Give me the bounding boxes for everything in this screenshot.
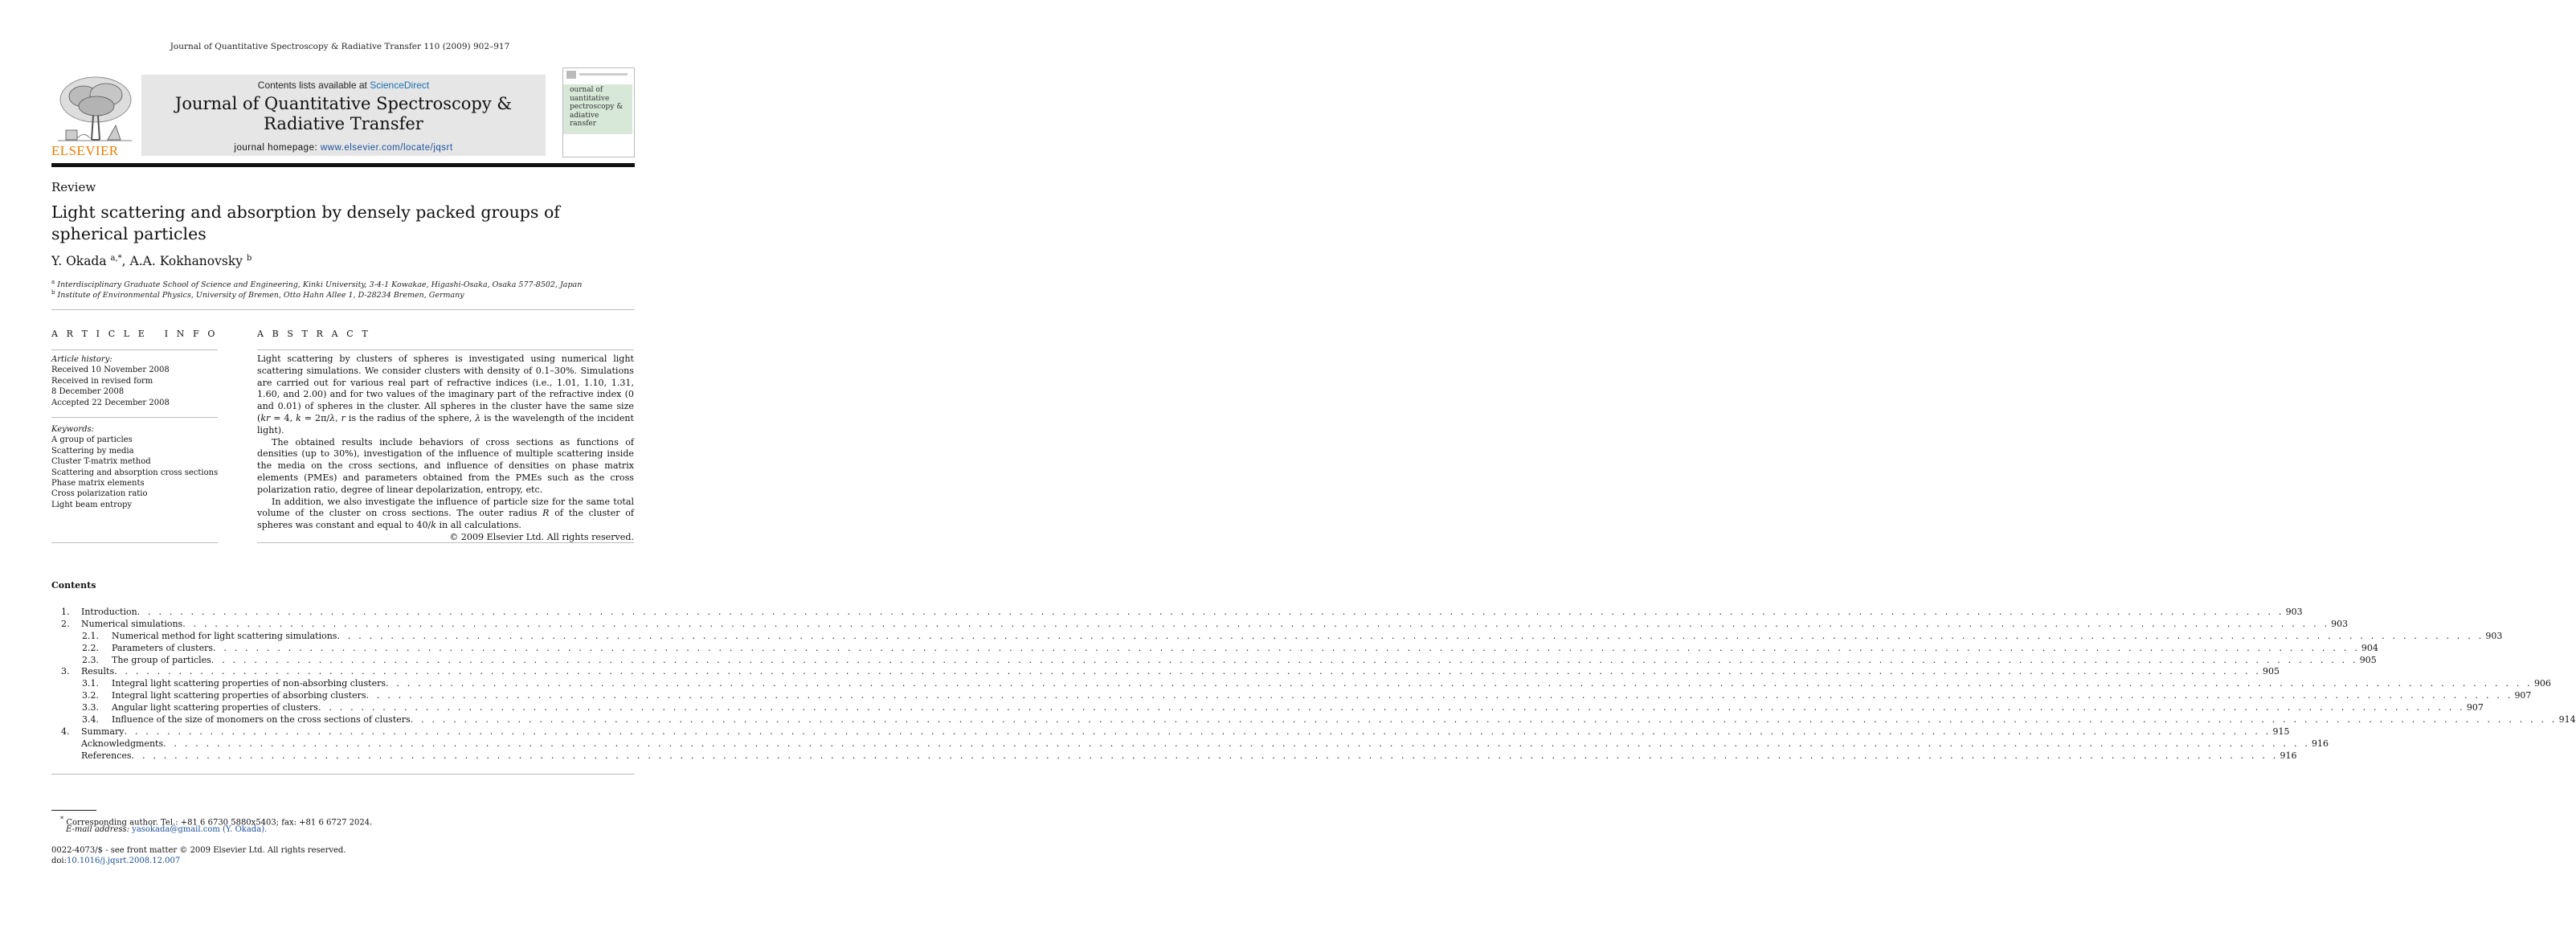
toc-leader-dots: . . . . . . . . . . . . . . . . . . . . . . . . . . . . . . . . . . . . . . . . . . . . . . . . . . . . . . . . . . . . . . . . . . . . . . . . . . . . . . . . . . . . . . . . . . . . . . . . . . . . . . . . . . . . . . . . . . . . . . . . . . . . . . . . . . . . . . . . . . . . . . . . . . . . . . . . . . . . . . . . . . . . . . . . . . . . . . . . . . . . . . . . . . . . . . . . . . . . . . . . (337, 630, 2484, 641)
toc-number: 3. (61, 666, 70, 677)
toc-page-number: 916 (2312, 738, 2329, 749)
toc-number: 4. (61, 726, 70, 737)
toc-label: Numerical method for light scattering simulations (112, 630, 337, 641)
abstract-paragraph-2: The obtained results include behaviors of cross sections as functions of densities (up to 30%), investigation of the influence of multiple scattering inside the media on the cross sections, and influence of densities on phase matrix elements (PMEs) and parameters obtained from the PMEs such as the cross polarization ratio, degree of linear depolarization, entropy, etc. (257, 436, 634, 495)
cover-emblem-icon (566, 71, 578, 80)
divider (51, 417, 218, 418)
toc-entry[interactable] (51, 666, 2280, 678)
abstract-paragraph-3: In addition, we also investigate the influence of particle size for the same total volume of the cluster on cross sections. The outer radius R of the cluster of spheres was constant and equal to 40/k in all calculations. (257, 496, 634, 531)
toc-number: 2.3. (82, 654, 99, 665)
toc-label: Angular light scattering properties of clusters (112, 702, 318, 713)
affil-mark: a (51, 279, 55, 285)
homepage-prefix: journal homepage: (234, 143, 321, 153)
keyword: Light beam entropy (51, 500, 133, 509)
toc-entry[interactable] (51, 607, 2303, 619)
sciencedirect-link[interactable]: ScienceDirect (370, 80, 430, 91)
toc-leader-dots: . . . . . . . . . . . . . . . . . . . . . . . . . . . . . . . . . . . . . . . . . . . . . . . . . . . . . . . . . . . . . . . . . . . . . . . . . . . . . . . . . . . . . . . . . . . . . . . . . . . . . . . . . . . . . . . . . . . . . . . . . . . . . . . . . . . . . . . . . . . . . . . . . . . . . . . . . . . . . . . . . . . . . . . . . . . . . . . . . . . . . . . . . . . . . . . . . . . . . . . . (317, 702, 2465, 713)
author-affil-mark: b (246, 254, 252, 263)
affil-mark: b (51, 289, 55, 296)
keyword: Cross polarization ratio (51, 489, 148, 499)
article-title: Light scattering and absorption by densely packed groups of spherical particles (51, 202, 560, 243)
toc-number: 3.3. (82, 702, 99, 713)
toc-leader-dots: . . . . . . . . . . . . . . . . . . . . . . . . . . . . . . . . . . . . . . . . . . . . . . . . . . . . . . . . . . . . . . . . . . . . . . . . . . . . . . . . . . . . . . . . . . . . . . . . . . . . . . . . . . . . . . . . . . . . . . . . . . . . . . . . . . . . . . . . . . . . . . . . . . . . . . . . . . . . . . . . . . . . . . . . . . . . . . . . . . . . . . . . . . . . . . . . . . . . . . . . (211, 654, 2358, 665)
toc-page-number: 916 (2280, 750, 2297, 761)
article-history (51, 354, 170, 408)
cover-title (570, 86, 623, 129)
contents-heading: Contents (51, 580, 96, 591)
journal-banner (141, 75, 546, 156)
toc-entry[interactable] (51, 642, 2378, 655)
toc-page-number: 907 (2514, 690, 2532, 701)
journal-title (141, 94, 546, 134)
toc-label: Parameters of clusters (112, 642, 213, 653)
toc-number: 3.4. (82, 714, 99, 726)
article-info-heading: A R T I C L E I N F O (51, 329, 219, 339)
author-affil-mark: a,* (110, 254, 122, 263)
publisher-name: ELSEVIER (51, 143, 119, 158)
toc-page-number: 914 (2558, 714, 2576, 726)
article-type: Review (51, 180, 96, 194)
toc-entry[interactable] (51, 750, 2297, 762)
affiliation-a (51, 279, 582, 289)
toc-number: 2. (61, 618, 70, 629)
history-item: Accepted 22 December 2008 (51, 398, 170, 407)
author-separator: , (121, 254, 130, 269)
journal-cover-thumbnail (562, 67, 635, 157)
toc-leader-dots: . . . . . . . . . . . . . . . . . . . . . . . . . . . . . . . . . . . . . . . . . . . . . . . . . . . . . . . . . . . . . . . . . . . . . . . . . . . . . . . . . . . . . . . . . . . . . . . . . . . . . . . . . . . . . . . . . . . . . . . . . . . . . . . . . . . . . . . . . . . . . . . . . . . . . . . . . . . . . . . . . . . . . . . . . . . . . . . . . . . . . . . . . . . . . . . . . . . . . . . . (410, 714, 2558, 726)
toc-leader-dots: . . . . . . . . . . . . . . . . . . . . . . . . . . . . . . . . . . . . . . . . . . . . . . . . . . . . . . . . . . . . . . . . . . . . . . . . . . . . . . . . . . . . . . . . . . . . . . . . . . . . . . . . . . . . . . . . . . . . . . . . . . . . . . . . . . . . . . . . . . . . . . . . . . . . . . . . . . . . . . . . . . . . . . . . . . . . . . . . . . . . . . . . . . . . . . . . . . . . . . . . (163, 738, 2311, 749)
divider (51, 309, 635, 310)
toc-label: Introduction (81, 607, 137, 617)
toc-label: Numerical simulations (81, 618, 183, 629)
cover-line: ournal of (570, 86, 603, 94)
email-note: E-mail address: yasokada@gmail.com (Y. Okada). (66, 825, 268, 834)
toc-entry[interactable] (51, 654, 2377, 667)
toc-leader-dots: . . . . . . . . . . . . . . . . . . . . . . . . . . . . . . . . . . . . . . . . . . . . . . . . . . . . . . . . . . . . . . . . . . . . . . . . . . . . . . . . . . . . . . . . . . . . . . . . . . . . . . . . . . . . . . . . . . . . . . . . . . . . . . . . . . . . . . . . . . . . . . . . . . . . . . . . . . . . . . . . . . . . . . . . . . . . . . . . . . . . . . . . . . . . . . . . . . . . . . . . (182, 618, 2330, 629)
cover-line: ransfer (570, 120, 597, 128)
cover-line: uantitative (570, 94, 610, 103)
toc-label: The group of particles (112, 654, 211, 665)
toc-entry[interactable] (51, 678, 2551, 690)
toc-leader-dots: . . . . . . . . . . . . . . . . . . . . . . . . . . . . . . . . . . . . . . . . . . . . . . . . . . . . . . . . . . . . . . . . . . . . . . . . . . . . . . . . . . . . . . . . . . . . . . . . . . . . . . . . . . . . . . . . . . . . . . . . . . . . . . . . . . . . . . . . . . . . . . . . . . . . . . . . . . . . . . . . . . . . . . . . . . . . . . . . . . . . . . . . . . . . . . . . . . . . . . . . (137, 607, 2284, 617)
toc-entry[interactable] (51, 618, 2349, 631)
toc-entry[interactable] (51, 702, 2484, 714)
toc-page-number: 903 (2285, 607, 2303, 617)
cover-line: pectroscopy & (570, 103, 624, 111)
divider (51, 774, 635, 775)
author-okada[interactable]: Y. Okada (51, 254, 107, 269)
keyword: A group of particles (51, 435, 133, 445)
toc-label: Acknowledgments (81, 738, 164, 749)
doi-link[interactable]: 10.1016/j.jqsrt.2008.12.007 (67, 856, 181, 865)
toc-label: Integral light scattering properties of absorbing clusters (112, 690, 366, 701)
keywords-label: Keywords: (51, 425, 95, 434)
toc-label: References (81, 750, 132, 761)
journal-title-line2: Radiative Transfer (264, 114, 423, 133)
toc-number: 1. (61, 607, 70, 617)
toc-label: Summary (81, 726, 125, 737)
author-kokhanovsky[interactable]: A.A. Kokhanovsky (129, 254, 243, 269)
toc-leader-dots: . . . . . . . . . . . . . . . . . . . . . . . . . . . . . . . . . . . . . . . . . . . . . . . . . . . . . . . . . . . . . . . . . . . . . . . . . . . . . . . . . . . . . . . . . . . . . . . . . . . . . . . . . . . . . . . . . . . . . . . . . . . . . . . . . . . . . . . . . . . . . . . . . . . . . . . . . . . . . . . . . . . . . . . . . . . . . . . . . . . . . . . . . . . . . . . . . . . . . . . . (124, 726, 2271, 737)
history-label: Article history: (51, 355, 112, 364)
keyword: Scattering and absorption cross sections (51, 468, 219, 477)
cover-line: adiative (570, 111, 599, 120)
toc-page-number: 906 (2533, 678, 2551, 689)
affil-text: Institute of Environmental Physics, University of Bremen, Otto Hahn Allee 1, D-28234 Bremen, Germany (57, 291, 464, 300)
toc-leader-dots: . . . . . . . . . . . . . . . . . . . . . . . . . . . . . . . . . . . . . . . . . . . . . . . . . . . . . . . . . . . . . . . . . . . . . . . . . . . . . . . . . . . . . . . . . . . . . . . . . . . . . . . . . . . . . . . . . . . . . . . . . . . . . . . . . . . . . . . . . . . . . . . . . . . . . . . . . . . . . . . . . . . . . . . . . . . . . . . . . . . . . . . . . . . . . . . . . . . . . . . . (114, 666, 2262, 677)
history-item: Received in revised form (51, 376, 153, 386)
toc-entry[interactable] (51, 690, 2532, 702)
toc-label: Integral light scattering properties of non-absorbing clusters (112, 678, 386, 689)
toc-leader-dots: . . . . . . . . . . . . . . . . . . . . . . . . . . . . . . . . . . . . . . . . . . . . . . . . . . . . . . . . . . . . . . . . . . . . . . . . . . . . . . . . . . . . . . . . . . . . . . . . . . . . . . . . . . . . . . . . . . . . . . . . . . . . . . . . . . . . . . . . . . . . . . . . . . . . . . . . . . . . . . . . . . . . . . . . . . . . . . . . . . . . . . . . . . . . . . . . . . . . . . . . (212, 642, 2360, 653)
toc-page-number: 904 (2361, 642, 2378, 653)
toc-number: 2.2. (82, 642, 99, 653)
table-of-contents (51, 607, 2576, 762)
email-link[interactable]: yasokada@gmail.com (132, 825, 220, 834)
toc-page-number: 903 (2331, 618, 2349, 629)
keyword: Cluster T-matrix method (51, 457, 151, 467)
affil-text: Interdisciplinary Graduate School of Science and Engineering, Kinki University, 3-4-1 Kowakae, Higashi-Osaka, Osaka 577-8502, Japan (57, 280, 583, 290)
contents-prefix: Contents lists available at (257, 80, 370, 91)
footnote-rule (51, 810, 96, 811)
contents-available-line (141, 80, 546, 91)
toc-leader-dots: . . . . . . . . . . . . . . . . . . . . . . . . . . . . . . . . . . . . . . . . . . . . . . . . . . . . . . . . . . . . . . . . . . . . . . . . . . . . . . . . . . . . . . . . . . . . . . . . . . . . . . . . . . . . . . . . . . . . . . . . . . . . . . . . . . . . . . . . . . . . . . . . . . . . . . . . . . . . . . . . . . . . . . . . . . . . . . . . . . . . . . . . . . . . . . . . . . . . . . . . (386, 678, 2533, 689)
journal-homepage (141, 143, 546, 153)
divider (257, 542, 634, 543)
running-head: Journal of Quantitative Spectroscopy & Radiative Transfer 110 (2009) 902–917 (170, 42, 510, 51)
toc-page-number: 905 (2263, 666, 2280, 677)
toc-page-number: 915 (2272, 726, 2290, 737)
abstract-heading: A B S T R A C T (257, 329, 371, 339)
doi-line: doi:10.1016/j.jqsrt.2008.12.007 (51, 856, 181, 865)
affiliation-b (51, 289, 464, 300)
email-name[interactable]: (Y. Okada). (219, 825, 268, 834)
toc-leader-dots: . . . . . . . . . . . . . . . . . . . . . . . . . . . . . . . . . . . . . . . . . . . . . . . . . . . . . . . . . . . . . . . . . . . . . . . . . . . . . . . . . . . . . . . . . . . . . . . . . . . . . . . . . . . . . . . . . . . . . . . . . . . . . . . . . . . . . . . . . . . . . . . . . . . . . . . . . . . . . . . . . . . . . . . . . . . . . . . . . . . . . . . . . . . . . . . . . . . . . . . . (366, 690, 2513, 701)
masthead-rule (51, 163, 635, 167)
authors (51, 254, 251, 268)
toc-number: 3.2. (82, 690, 99, 701)
toc-page-number: 907 (2466, 702, 2484, 713)
toc-page-number: 903 (2485, 630, 2503, 641)
issn-line: 0022-4073/$ - see front matter © 2009 Elsevier Ltd. All rights reserved. (51, 846, 346, 855)
toc-entry[interactable] (51, 714, 2576, 726)
toc-entry[interactable] (51, 738, 2329, 750)
corresponding-author-note: * Corresponding author. Tel.: +81 6 6730 5880x5403; fax: +81 6 6727 2024. (60, 815, 373, 828)
toc-label: Influence of the size of monomers on the cross sections of clusters (112, 714, 411, 726)
toc-label: Results (81, 666, 115, 677)
keyword: Scattering by media (51, 446, 134, 456)
history-item: 8 December 2008 (51, 387, 125, 397)
abstract-paragraph-1: Light scattering by clusters of spheres is investigated using numerical light scattering simulations. We consider clusters with density of 0.1–30%. Simulations are carried out for various real part of refractive indices (i.e., 1.01, 1.10, 1.31, 1.60, and 2.00) and for two values of the imaginary part of the refractive index (0 and 0.01) of spheres in the cluster. All spheres in the cluster have the same size (kr = 4, k = 2π/λ, r is the radius of the sphere, λ is the wavelength of the incident light). (257, 354, 635, 435)
journal-title-line1: Journal of Quantitative Spectroscopy & (174, 94, 513, 113)
abstract-body (257, 354, 634, 544)
toc-page-number: 905 (2359, 654, 2377, 665)
history-item: Received 10 November 2008 (51, 366, 170, 375)
keyword: Phase matrix elements (51, 479, 145, 489)
toc-entry[interactable] (51, 726, 2290, 738)
toc-leader-dots: . . . . . . . . . . . . . . . . . . . . . . . . . . . . . . . . . . . . . . . . . . . . . . . . . . . . . . . . . . . . . . . . . . . . . . . . . . . . . . . . . . . . . . . . . . . . . . . . . . . . . . . . . . . . . . . . . . . . . . . . . . . . . . . . . . . . . . . . . . . . . . . . . . . . . . . . . . . . . . . . . . . . . . . . . . . . . . . . . . . . . . . . . . . . . . . . . . . . . . . . (131, 750, 2279, 761)
toc-number: 3.1. (82, 678, 99, 689)
toc-number: 2.1. (82, 630, 99, 641)
divider (51, 542, 218, 543)
homepage-link[interactable]: www.elsevier.com/locate/jqsrt (320, 143, 453, 153)
abstract-copyright: © 2009 Elsevier Ltd. All rights reserved. (449, 531, 634, 542)
keywords (51, 424, 218, 510)
toc-entry[interactable] (51, 630, 2503, 643)
